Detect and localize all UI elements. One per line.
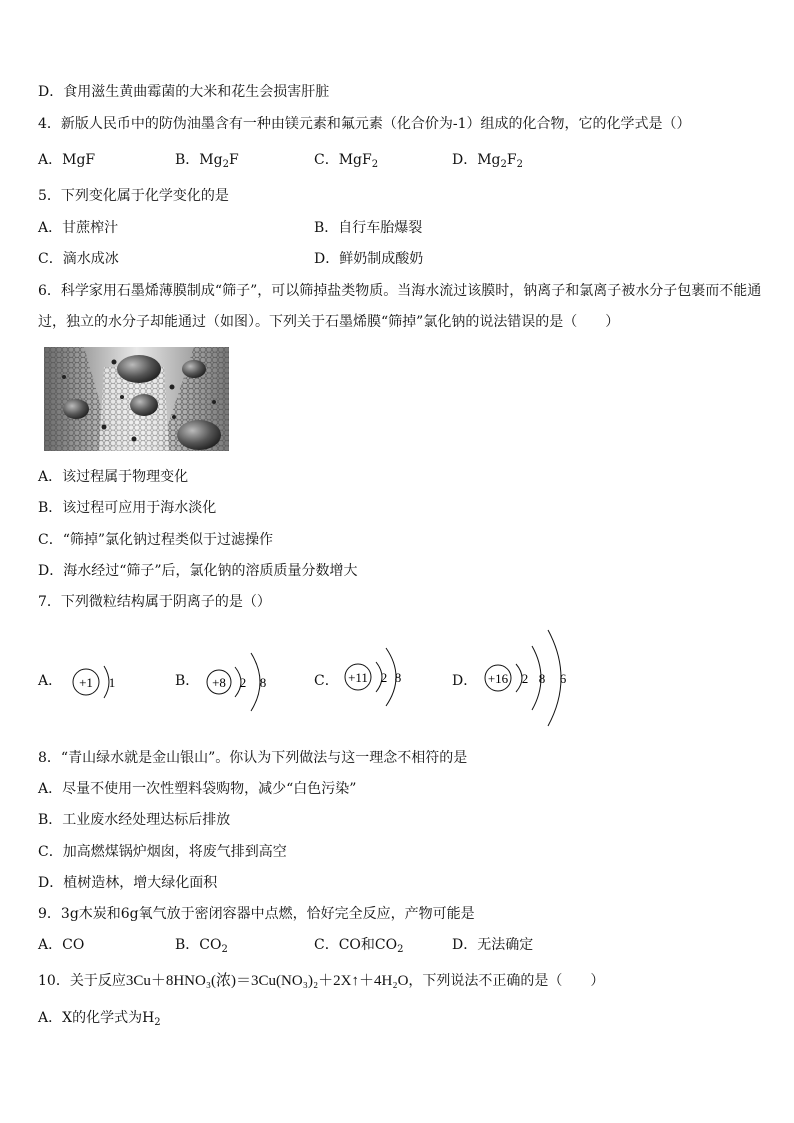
q8-stem: 8．“青山绿水就是金山银山”。你认为下列做法与这一理念不相符的是: [38, 750, 468, 766]
q6-stem-line-1: 6．科学家用石墨烯薄膜制成“筛子”，可以筛掉盐类物质。当海水流过该膜时，钠离子和氯离子被水分子包裹而不能通: [38, 283, 762, 299]
q4-option-a: A．MgF: [38, 152, 96, 168]
q5-stem: 5．下列变化属于化学变化的是: [38, 188, 229, 204]
atom-diagram-d: [482, 628, 582, 736]
q6-option-b: B．该过程可应用于海水淡化: [38, 500, 217, 516]
q4-option-c: C．MgF$_2$: [314, 152, 379, 170]
nucleus-b: +8: [212, 675, 226, 690]
shell-b-2: 8: [259, 675, 267, 690]
q8-option-a: A．尽量不使用一次性塑料袋购物，减少“白色污染”: [38, 781, 357, 797]
nucleus-a: +1: [79, 675, 93, 690]
shell-d-2: 8: [538, 671, 546, 686]
q7-label-c: C．: [314, 673, 339, 689]
q6-option-c: C．“筛掉”氯化钠过程类似于过滤操作: [38, 532, 274, 548]
q8-option-b: B．工业废水经处理达标后排放: [38, 812, 231, 828]
shell-c-1: 2: [380, 670, 388, 685]
q7-label-a: A．: [38, 673, 63, 689]
q3-option-d: D．食用滋生黄曲霉菌的大米和花生会损害肝脏: [38, 84, 330, 100]
q4-option-d: D．$Mg_2F_2$: [452, 152, 523, 170]
q8-option-d: D．植树造林，增大绿化面积: [38, 875, 218, 891]
q10-option-a: A．X的化学式为$H_2$: [38, 1010, 161, 1028]
q4-option-b: B．$Mg_2F$: [175, 152, 239, 170]
q5-option-c: C．滴水成冰: [38, 251, 119, 267]
q5-option-d: D．鲜奶制成酸奶: [314, 251, 424, 267]
q8-option-c: C．加高燃煤锅炉烟囱，将废气排到高空: [38, 844, 287, 860]
q9-stem: 9．3g木炭和6g氧气放于密闭容器中点燃，恰好完全反应，产物可能是: [38, 906, 475, 922]
atom-diagram-c: [342, 642, 422, 720]
shell-b-1: 2: [239, 675, 247, 690]
q7-label-b: B．: [175, 673, 200, 689]
shell-d-3: 6: [559, 671, 567, 686]
graphene-membrane-figure: [44, 347, 229, 451]
q9-option-a: A．CO: [38, 937, 85, 953]
q10-equation: 3Cu＋8HNO₃(浓)＝3Cu(NO₃)₂＋2X↑＋4H₂O: [125, 973, 409, 989]
q4-stem: 4．新版人民币中的防伪油墨含有一种由镁元素和氟元素（化合价为-1）组成的化合物，它的化学式是（）: [38, 116, 691, 132]
shell-c-2: 8: [394, 670, 402, 685]
q9-option-d: D．无法确定: [452, 937, 534, 953]
q6-option-a: A．该过程属于物理变化: [38, 469, 189, 485]
shell-d-1: 2: [521, 671, 529, 686]
q7-stem: 7．下列微粒结构属于阴离子的是（）: [38, 594, 271, 610]
q6-option-d: D．海水经过“筛子”后，氯化钠的溶质质量分数增大: [38, 563, 358, 579]
nucleus-c: +11: [348, 670, 368, 685]
q9-option-c: C．CO和$CO_2$: [314, 937, 404, 955]
atom-diagram-b: [203, 645, 283, 723]
q9-option-b: B．$CO_2$: [175, 937, 228, 955]
q6-stem-line-2: 过，独立的水分子却能通过（如图）。下列关于石墨烯膜“筛掉”氯化钠的说法错误的是（ ）: [38, 314, 620, 330]
q10-stem: 10．关于反应3Cu＋8HNO₃(浓)＝3Cu(NO₃)₂＋2X↑＋4H₂O，下列说法不正确的是（ ）: [38, 973, 605, 989]
atom-diagram-a: [70, 658, 130, 710]
q5-option-a: A．甘蔗榨汁: [38, 220, 119, 236]
q7-label-d: D．: [452, 673, 478, 689]
nucleus-d: +16: [487, 671, 509, 686]
shell-a-1: 1: [108, 675, 116, 690]
q5-option-b: B．自行车胎爆裂: [314, 220, 423, 236]
